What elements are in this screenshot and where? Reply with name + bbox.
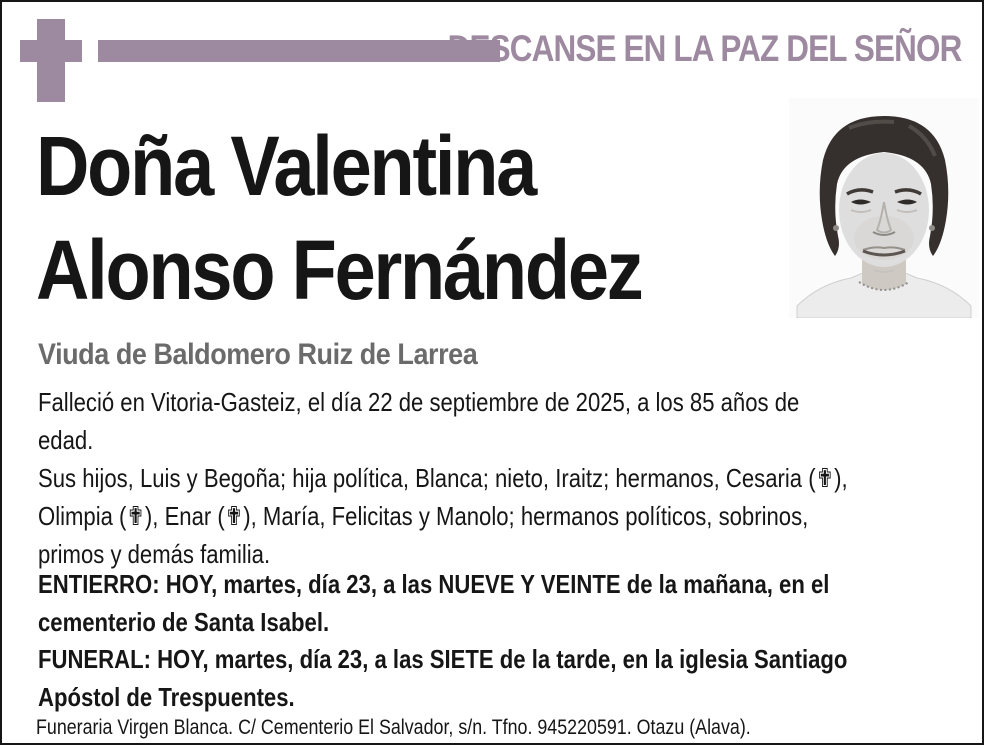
funeral-notice-line-1: FUNERAL: HOY, martes, día 23, a las SIETE de la tarde, en la iglesia Santiago (38, 644, 848, 674)
deceased-name-line-2: Alonso Fernández (36, 223, 642, 317)
funeral-notice-line-2: Apóstol de Trespuentes. (38, 682, 295, 712)
cross-icon-horizontal-arm (20, 40, 82, 62)
family-listing-line-2: Olimpia (✟), Enar (✟), María, Felicitas y Manolo; hermanos políticos, sobrinos, (38, 501, 809, 531)
burial-notice-line-2: cementerio de Santa Isabel. (38, 607, 330, 637)
cross-icon (20, 19, 82, 102)
death-announcement-line-1: Falleció en Vitoria-Gasteiz, el día 22 de septiembre de 2025, a los 85 años de (38, 387, 800, 417)
deceased-name-line-1: Doña Valentina (36, 119, 536, 213)
burial-notice-line-1: ENTIERRO: HOY, martes, día 23, a las NUEVE Y VEINTE de la mañana, en el (38, 569, 830, 599)
deceased-relation: Viuda de Baldomero Ruiz de Larrea (38, 338, 478, 371)
family-listing-line-3: primos y demás familia. (38, 539, 271, 569)
funeral-home-info: Funeraria Virgen Blanca. C/ Cementerio El Salvador, s/n. Tfno. 945220591. Otazu (Alava). (36, 716, 751, 739)
death-announcement-line-2: edad. (38, 425, 94, 455)
family-listing (38, 459, 848, 573)
burial-notice (38, 565, 829, 641)
portrait-illustration (789, 98, 979, 318)
deceased-photo (789, 98, 979, 318)
family-listing-line-1: Sus hijos, Luis y Begoña; hija política, Blanca; nieto, Iraitz; hermanos, Cesaria (✟), (38, 463, 848, 493)
header-motto: DESCANSE EN LA PAZ DEL SEÑOR (448, 28, 962, 69)
header-rule (98, 40, 500, 62)
funeral-notice (38, 640, 847, 716)
death-announcement (38, 383, 799, 459)
